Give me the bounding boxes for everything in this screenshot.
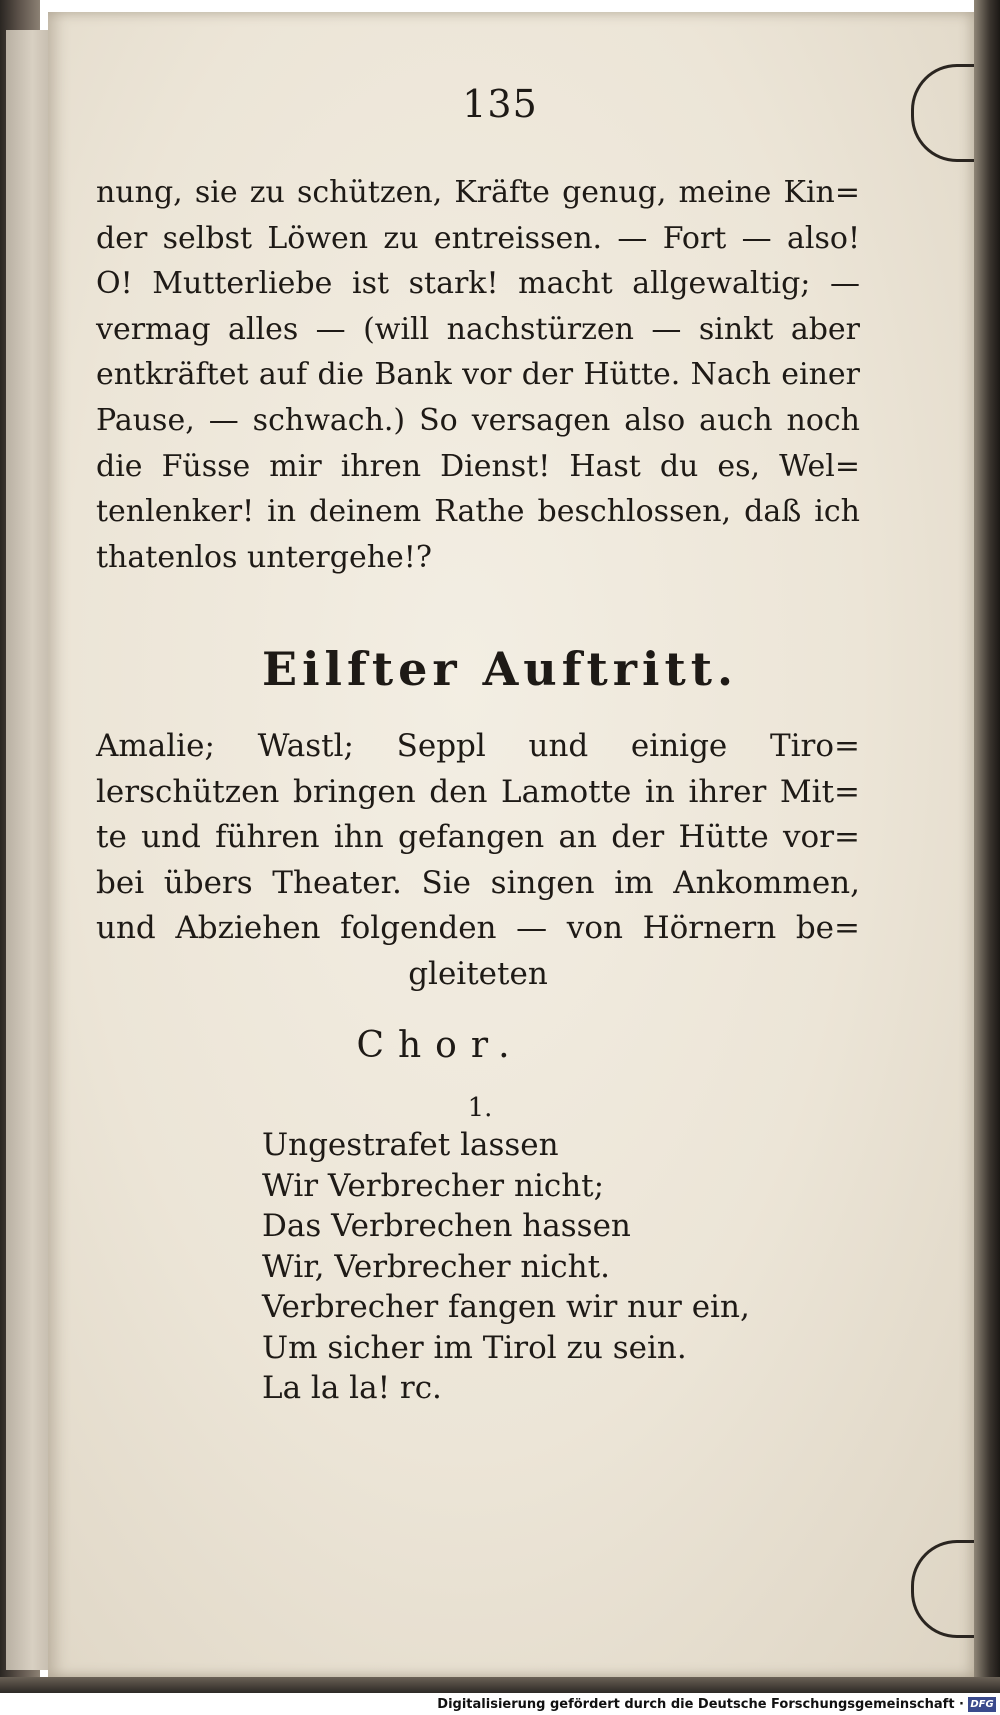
stage-direction-line: lerschützen bringen den Lamotte in ihrer Mit= <box>96 773 860 810</box>
funding-credit: Digitalisierung gefördert durch die Deutsche Forschungsgemeinschaft · <box>437 1697 964 1712</box>
verse-line: Verbrecher fangen wir nur ein, <box>262 1289 750 1325</box>
stanza-number: 1. <box>467 1093 493 1123</box>
stage-direction <box>96 724 860 997</box>
verse-line: Wir, Verbrecher nicht. <box>262 1248 610 1285</box>
scene-heading: Eilfter Auftritt. <box>262 642 738 696</box>
stage-direction-line: te und führen ihn gefangen an der Hütte vor= <box>96 819 860 855</box>
body-line: vermag alles — (will nachstürzen — sinkt aber <box>96 311 860 347</box>
body-line: thatenlos untergehe!? <box>96 539 432 575</box>
chorus-heading: Chor. <box>356 1025 524 1066</box>
footer-bar <box>0 1693 1000 1715</box>
verse-line: Ungestrafet lassen <box>262 1127 559 1163</box>
book-bottom-edge <box>0 1677 1000 1693</box>
previous-page-edge <box>6 30 52 1670</box>
stage-direction-line: gleiteten <box>408 955 548 992</box>
verse-line: Um sicher im Tirol zu sein. <box>262 1329 687 1366</box>
dfg-logo: DFG <box>968 1697 996 1712</box>
page-clip-bottom <box>911 1540 974 1638</box>
stage-direction-line: und Abziehen folgenden — von Hörnern be= <box>96 910 860 946</box>
stage-direction-line: Amalie; Wastl; Seppl und einige Tiro= <box>96 728 860 764</box>
body-line: die Füsse mir ihren Dienst! Hast du es, Wel= <box>96 448 860 484</box>
body-line: O! Mutterliebe ist stark! macht allgewaltig; — <box>96 266 860 302</box>
body-line: nung, sie zu schützen, Kräfte genug, meine Kin= <box>96 175 860 210</box>
verse-line: La la la! rc. <box>262 1370 442 1406</box>
book-right-edge <box>974 0 1000 1690</box>
body-paragraph <box>96 170 860 580</box>
body-line: entkräftet auf die Bank vor der Hütte. Nach einer <box>96 357 860 393</box>
body-line: der selbst Löwen zu entreissen. — Fort — also! <box>96 220 860 256</box>
verse-line: Das Verbrechen hassen <box>262 1208 631 1244</box>
body-line: tenlenker! in deinem Rathe beschlossen, daß ich <box>96 494 860 530</box>
stage-direction-line: bei übers Theater. Sie singen im Ankommen, <box>96 864 860 901</box>
page-number: 135 <box>462 82 538 126</box>
verse-stanza <box>262 1125 750 1409</box>
body-line: Pause, — schwach.) So versagen also auch noch <box>96 402 860 438</box>
verse-line: Wir Verbrecher nicht; <box>262 1167 605 1204</box>
